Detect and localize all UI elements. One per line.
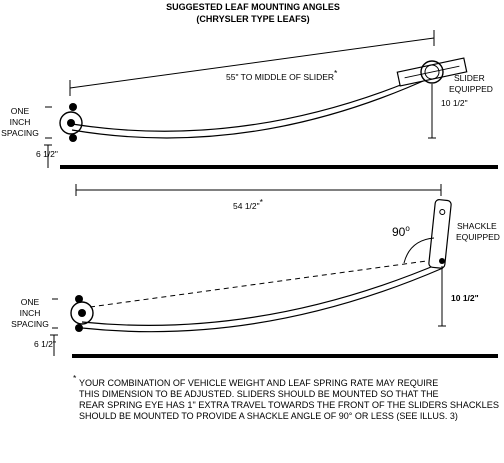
slider-label-2: EQUIPPED (449, 84, 493, 94)
title-line-2: (CHRYSLER TYPE LEAFS) (196, 14, 310, 24)
title-line-1: SUGGESTED LEAF MOUNTING ANGLES (166, 2, 340, 12)
top-lower-bolt-icon (69, 134, 77, 142)
top-front-height-label: 6 1/2" (36, 149, 58, 159)
bottom-spacing-label-3: SPACING (11, 319, 49, 329)
footnote-line-2: THIS DIMENSION TO BE ADJUSTED. SLIDERS SHOULD BE MOUNTED SO THAT THE (79, 389, 439, 399)
top-spacing-label-3: SPACING (1, 128, 39, 138)
top-leaf-spring-lower (72, 77, 432, 138)
slider-height-label: 10 1/2" (441, 98, 468, 108)
shackle-angle-label: 90$^o$ (392, 224, 410, 239)
footnote (73, 373, 499, 421)
bottom-diagram (11, 184, 500, 358)
top-ground-line (60, 165, 498, 169)
bottom-front-pivot-icon (78, 309, 86, 317)
shackle-height-label: 10 1/2" (451, 293, 479, 303)
footnote-star: * (73, 373, 77, 383)
slider-label-1: SLIDER (454, 73, 485, 83)
shackle-assembly (428, 199, 451, 268)
bottom-spacing-label-1: ONE (20, 297, 40, 307)
bottom-ground-line (72, 354, 498, 358)
footnote-line-3: REAR SPRING EYE HAS 1" EXTRA TRAVEL TOWARDS THE FRONT OF THE SLIDERS SHACKLES (79, 400, 499, 410)
footnote-line-4: SHOULD BE MOUNTED TO PROVIDE A SHACKLE ANGLE OF 90° OR LESS (SEE ILLUS. 3) (79, 411, 458, 421)
bottom-front-height-label: 6 1/2" (34, 339, 56, 349)
shackle-lower-pin-icon (439, 258, 445, 264)
bottom-lower-bolt-icon (75, 324, 83, 332)
top-upper-bolt-icon (69, 103, 77, 111)
bottom-spacing-label-2: INCH (19, 308, 41, 318)
top-spacing-label-1: ONE (10, 106, 30, 116)
bottom-upper-bolt-icon (75, 295, 83, 303)
bottom-leaf-spring-upper (82, 262, 443, 325)
shackle-plate (428, 199, 451, 268)
shackle-label-1: SHACKLE (457, 221, 497, 231)
top-diagram (1, 30, 498, 169)
bottom-leaf-spring-lower (82, 268, 443, 332)
footnote-line-1: YOUR COMBINATION OF VEHICLE WEIGHT AND LEAF SPRING RATE MAY REQUIRE (79, 378, 439, 388)
shackle-label-2: EQUIPPED (456, 232, 500, 242)
bottom-dimension-label: 54 1/2"* (233, 197, 263, 211)
top-spacing-label-2: INCH (9, 117, 31, 127)
top-front-pivot-icon (67, 119, 75, 127)
top-dimension-label: 55" TO MIDDLE OF SLIDER* (226, 68, 338, 82)
